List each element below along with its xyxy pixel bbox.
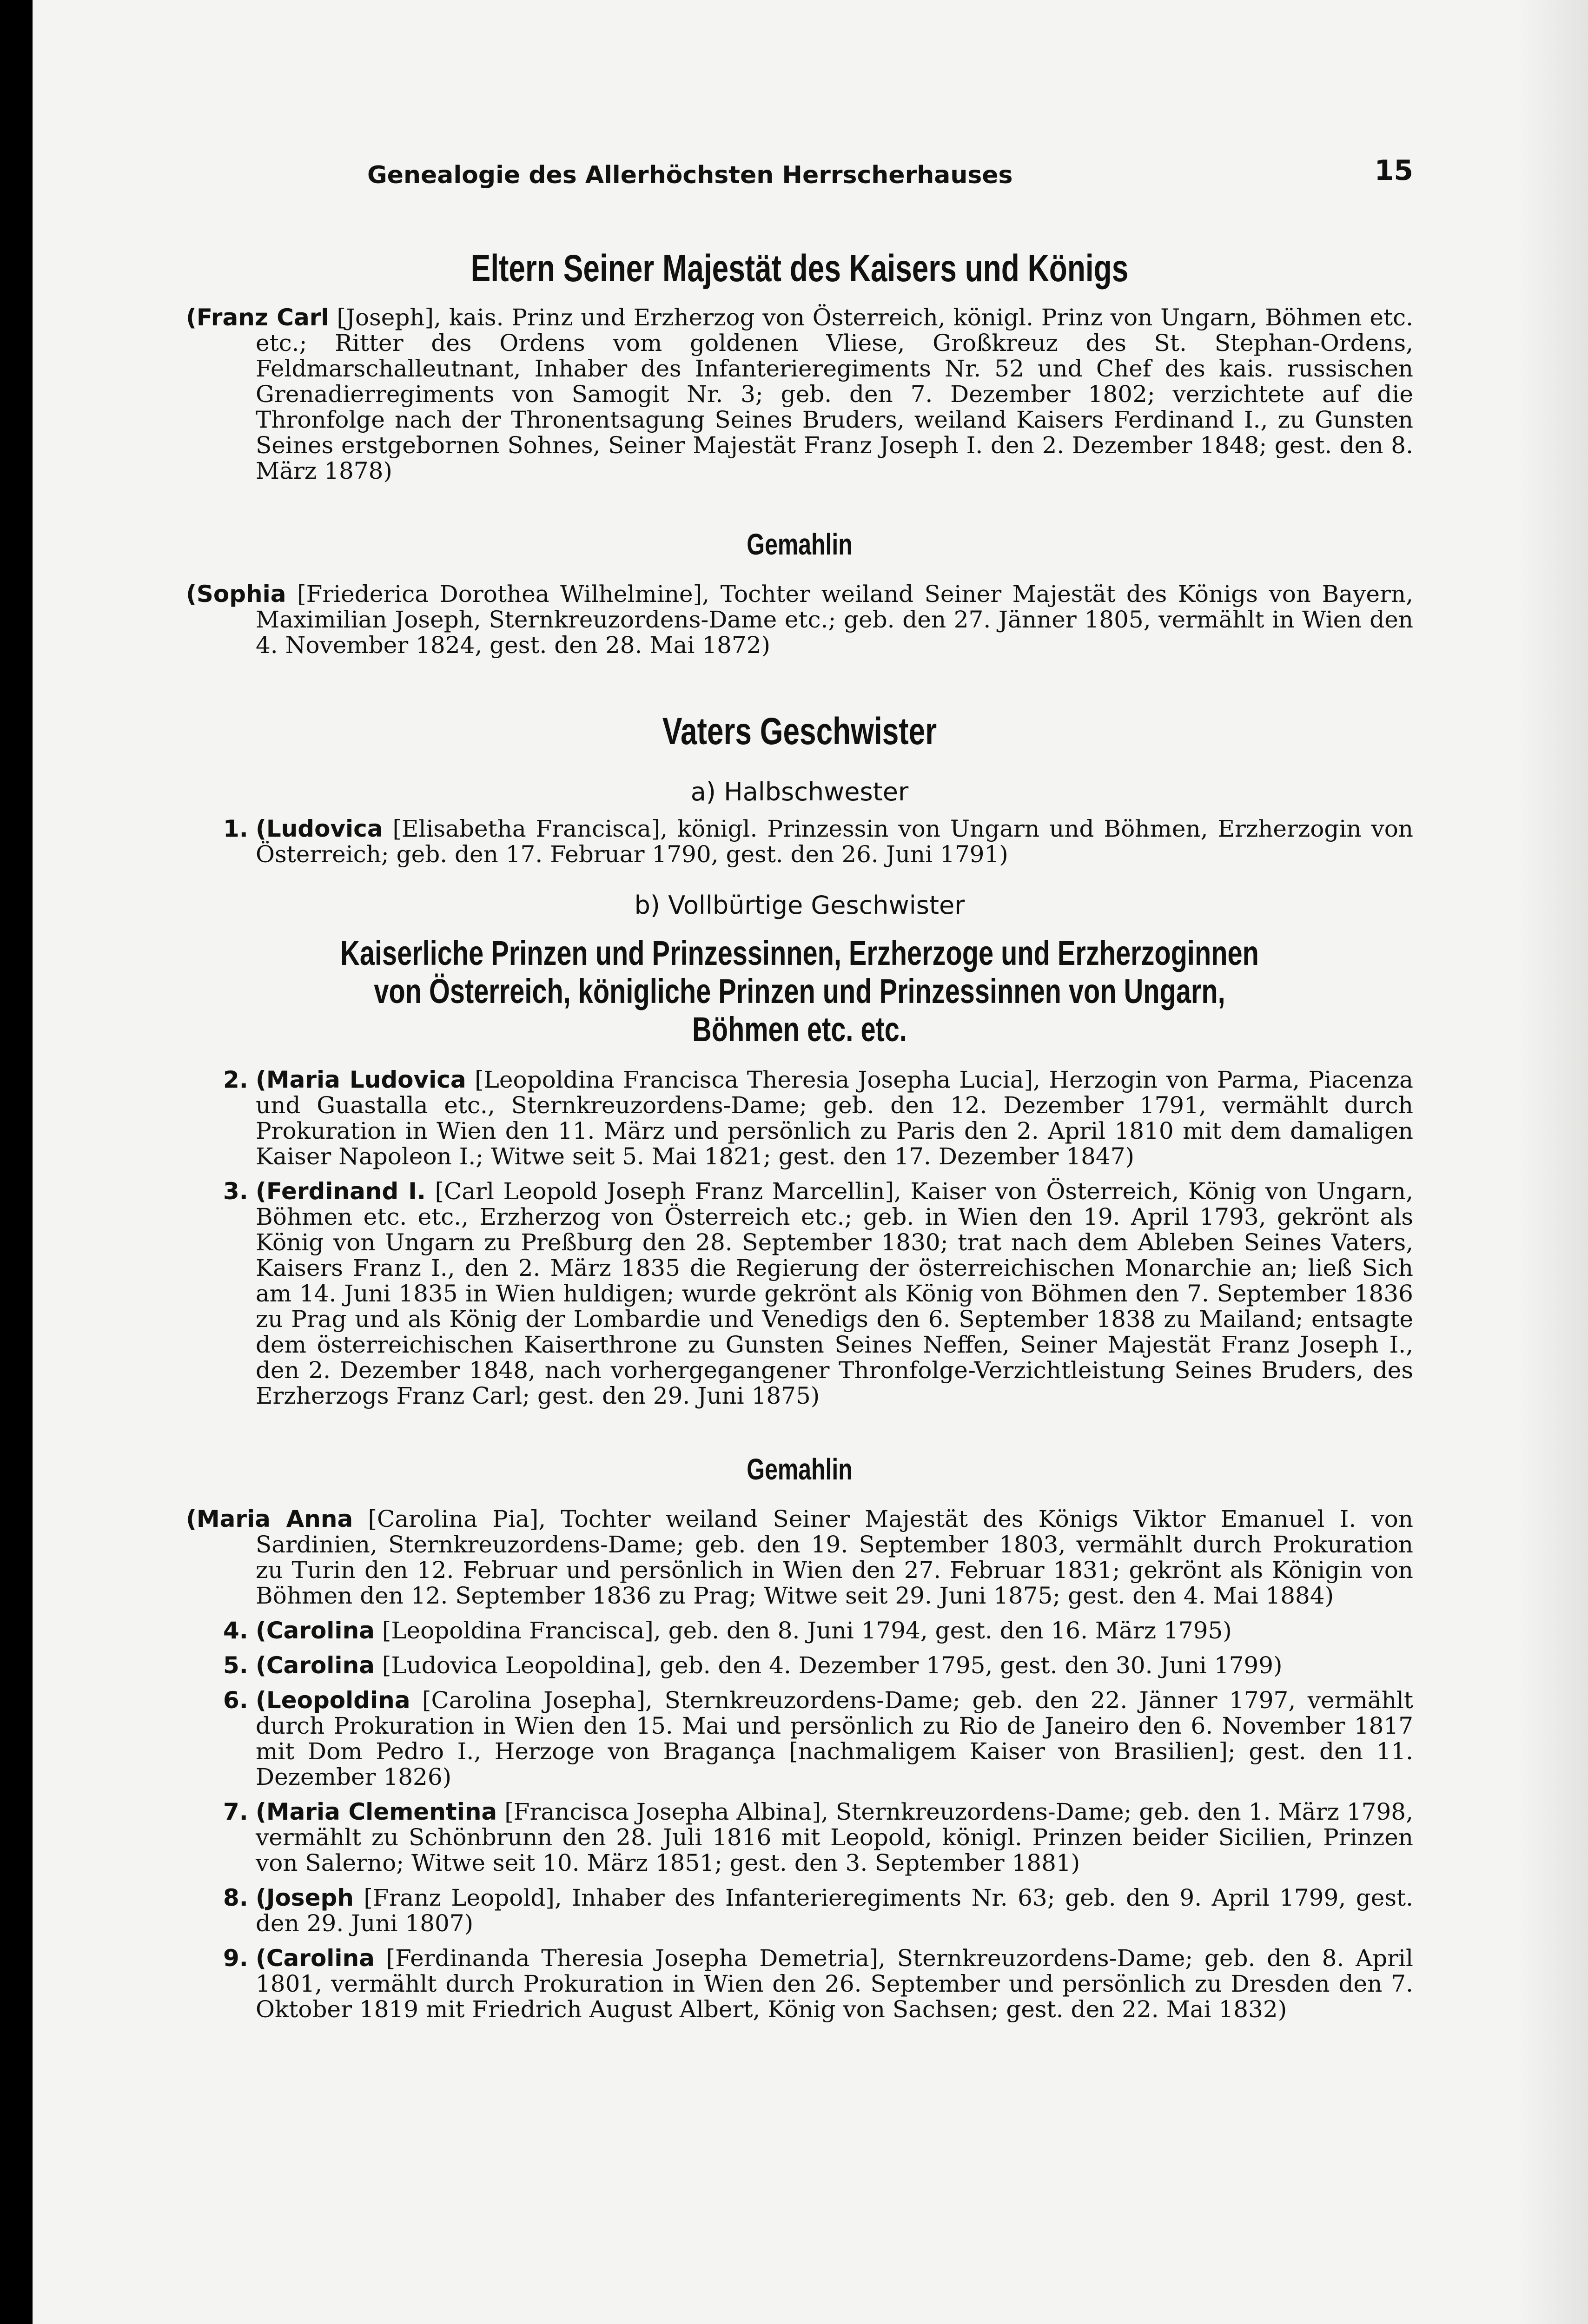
half-sister-heading: a) Halbschwester (690, 777, 909, 806)
entry-number: 3. (223, 1178, 248, 1205)
document-page (33, 0, 1588, 2324)
page-number: 15 (1374, 154, 1413, 187)
entry-4 (186, 1618, 1413, 1644)
parents-title: Eltern Seiner Majestät des Kaisers und Königs (470, 247, 1129, 290)
entry-text: [Ludovica Leopoldina], geb. den 4. Dezember 1795, gest. den 30. Juni 1799) (382, 1652, 1283, 1679)
entry-name: (Ludovica (256, 815, 383, 842)
entry-name: (Ferdinand I. (256, 1178, 426, 1205)
entry-number: 5. (223, 1652, 248, 1679)
entry-9 (186, 1946, 1413, 2022)
father-entry (186, 305, 1413, 484)
entry-text: [Elisabetha Francisca], königl. Prinzessin von Ungarn und Böhmen, Erzherzogin von Österreich; geb. den 17. Februar 1790, gest. den 26. Juni 1791) (256, 815, 1413, 868)
entry-6 (186, 1688, 1413, 1790)
entry-7 (186, 1799, 1413, 1876)
consort-heading-parents: Gemahlin (747, 528, 853, 561)
entry-number: 1. (223, 815, 248, 842)
entry-name: (Carolina (256, 1617, 375, 1644)
entry-text: [Franz Leopold], Inhaber des Infanterieregiments Nr. 63; geb. den 9. April 1799, gest. den 29. Juni 1807) (256, 1884, 1413, 1937)
consort-heading-siblings: Gemahlin (747, 1452, 853, 1486)
entry-5 (186, 1653, 1413, 1678)
entry-number: 7. (223, 1798, 248, 1825)
entry-3 (186, 1179, 1413, 1409)
mother-name: (Sophia (186, 581, 286, 607)
entry-number: 8. (223, 1884, 248, 1911)
section-title: Kaiserliche Prinzen und Prinzessinnen, Erzherzoge und Erzherzoginnen von Österreich, königliche Prinzen und Prinzessinnen von Ungarn, Böhmen etc. etc. (340, 934, 1259, 1049)
consort-text: [Carolina Pia], Tochter weiland Seiner Majestät des Königs Viktor Emanuel I. von Sardinien, Sternkreuzordens-Dame; geb. den 19. September 1803, vermählt durch Prokuration zu Turin den 12. Februar und persönlich in Wien den 27. Februar 1831; gekrönt als Königin von Böhmen den 12. September 1836 zu Prag; Witwe seit 29. Juni 1875; gest. den 4. Mai 1884) (256, 1505, 1413, 1609)
entry-2 (186, 1067, 1413, 1169)
father-text: [Joseph], kais. Prinz und Erzherzog von Österreich, königl. Prinz von Ungarn, Böhmen etc. etc.; Ritter des Ordens vom goldenen Vliese, Großkreuz des St. Stephan-Ordens, Feldmarschalleutnant, Inhaber des Infanterieregiments Nr. 52 und Chef des kais. russischen Grenadierregiments von Samogit Nr. 3; geb. den 7. Dezember 1802; verzichtete auf die Thronfolge nach der Thronentsagung Seines Bruders, weiland Kaisers Ferdinand I., zu Gunsten Seines erstgebornen Sohnes, Seiner Majestät Franz Joseph I. den 2. Dezember 1848; gest. den 8. März 1878) (256, 304, 1413, 484)
entry-number: 6. (223, 1687, 248, 1714)
father-name: (Franz Carl (186, 304, 329, 331)
entry-text: [Carl Leopold Joseph Franz Marcellin], Kaiser von Österreich, König von Ungarn, Böhmen etc. etc., Erzherzog von Österreich etc.; geb. in Wien den 19. April 1793, gekrönt als König von Ungarn zu Preßburg den 28. September 1830; trat nach dem Ableben Seines Vaters, Kaisers Franz I., den 2. März 1835 die Regierung der österreichischen Monarchie an; ließ Sich am 14. Juni 1835 in Wien huldigen; wurde gekrönt als König von Böhmen den 7. September 1836 zu Prag und als König der Lombardie und Venedigs den 6. September 1838 zu Mailand; entsagte dem österreichischen Kaiserthrone zu Gunsten Seines Neffen, Seiner Majestät Franz Joseph I., den 2. Dezember 1848, nach vorhergegangener Thronfolge-Verzichtleistung Seines Bruders, des Erzherzogs Franz Carl; gest. den 29. Juni 1875) (256, 1178, 1413, 1409)
siblings-title: Vaters Geschwister (662, 710, 937, 753)
entry-name: (Maria Ludovica (256, 1066, 466, 1093)
entry-number: 4. (223, 1617, 248, 1644)
entry-8 (186, 1885, 1413, 1936)
entry-name: (Joseph (256, 1884, 354, 1911)
running-header (186, 153, 1413, 191)
entry-number: 9. (223, 1945, 248, 1972)
entry-name: (Maria Clementina (256, 1798, 497, 1825)
entry-text: [Leopoldina Francisca Theresia Josepha Lucia], Herzogin von Parma, Piacenza und Guastalla etc., Sternkreuzordens-Dame; geb. den 12. Dezember 1791, vermählt durch Prokuration in Wien den 11. März und persönlich zu Paris den 2. April 1810 mit dem damaligen Kaiser Napoleon I.; Witwe seit 5. Mai 1821; gest. den 17. Dezember 1847) (256, 1066, 1413, 1170)
consort-name: (Maria Anna (186, 1505, 353, 1532)
page-content (186, 153, 1413, 2022)
consort-entry (186, 1506, 1413, 1609)
entry-text: [Francisca Josepha Albina], Sternkreuzordens-Dame; geb. den 1. März 1798, vermählt zu Schönbrunn den 28. Juli 1816 mit Leopold, königl. Prinzen beider Sicilien, Prinzen von Salerno; Witwe seit 10. März 1851; gest. den 3. September 1881) (256, 1798, 1414, 1876)
entry-text: [Ferdinanda Theresia Josepha Demetria], Sternkreuzordens-Dame; geb. den 8. April 1801, vermählt durch Prokuration in Wien den 26. September und persönlich zu Dresden den 7. Oktober 1819 mit Friedrich August Albert, König von Sachsen; gest. den 22. Mai 1832) (256, 1945, 1413, 2023)
running-title: Genealogie des Allerhöchsten Herrscherhauses (367, 161, 1013, 189)
full-siblings-heading: b) Vollbürtige Geschwister (634, 891, 965, 920)
entry-name: (Carolina (256, 1652, 375, 1679)
entry-name: (Leopoldina (256, 1687, 410, 1714)
entry-text: [Carolina Josepha], Sternkreuzordens-Dame; geb. den 22. Jänner 1797, vermählt durch Prokuration in Wien den 15. Mai und persönlich zu Rio de Janeiro den 6. November 1817 mit Dom Pedro I., Herzoge von Bragança [nachmaligem Kaiser von Brasilien]; gest. den 11. Dezember 1826) (256, 1687, 1413, 1790)
entry-text: [Leopoldina Francisca], geb. den 8. Juni 1794, gest. den 16. März 1795) (382, 1617, 1232, 1644)
entry-name: (Carolina (256, 1945, 375, 1972)
mother-entry (186, 581, 1413, 658)
entry-number: 2. (223, 1066, 248, 1093)
entry-1 (186, 816, 1413, 867)
mother-text: [Friederica Dorothea Wilhelmine], Tochter weiland Seiner Majestät des Königs von Bayern, Maximilian Joseph, Sternkreuzordens-Dame etc.; geb. den 27. Jänner 1805, vermählt in Wien den 4. November 1824, gest. den 28. Mai 1872) (256, 581, 1413, 659)
page-edge-shadow (1518, 0, 1588, 2324)
